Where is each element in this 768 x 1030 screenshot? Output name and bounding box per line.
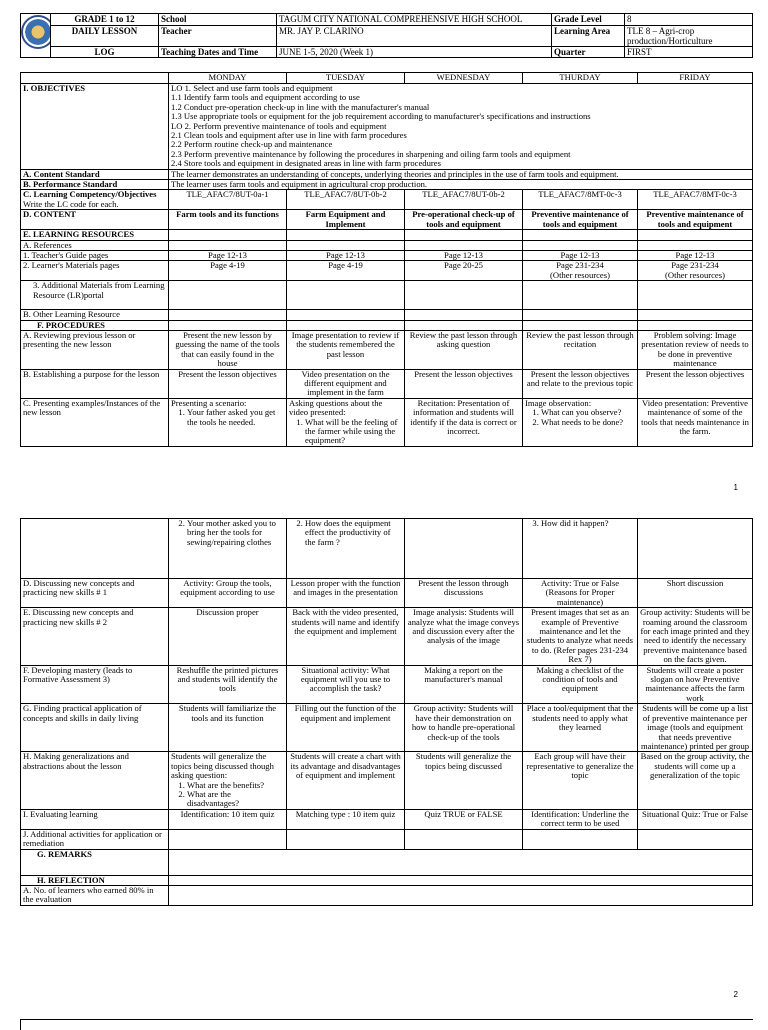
- day-header-monday: MONDAY: [169, 73, 287, 84]
- resources-label: E. LEARNING RESOURCES: [21, 230, 169, 240]
- lesson-log-table-2: [20, 518, 753, 906]
- school-value: TAGUM CITY NATIONAL COMPREHENSIVE HIGH SCHOOL: [277, 14, 552, 26]
- proc-f-monday: Reshuffle the printed pictures and students will identify the tools: [169, 665, 287, 704]
- list-item: 1. Your father asked you get the tools he needed.: [187, 408, 284, 427]
- proc-c-monday-intro: Presenting a scenario:: [171, 398, 247, 408]
- list-item: 1. What are the benefits?: [187, 781, 284, 790]
- proc-h-monday-intro: Students will generalize the topics being discussed though asking question:: [171, 751, 274, 781]
- list-item: 3. How did it happen?: [541, 519, 635, 528]
- reflection-label: H. REFLECTION: [21, 875, 169, 885]
- lm-label: 2. Learner's Materials pages: [21, 261, 169, 281]
- proc-g-label: G. Finding practical application of concepts and skills in daily living: [21, 704, 169, 752]
- lc-code-wednesday: TLE_AFAC7/8UT-0b-2: [405, 190, 523, 210]
- proc-c-tuesday: [287, 398, 405, 446]
- header-table: [20, 13, 753, 58]
- lc-code-friday: TLE_AFAC7/8MT-0c-3: [638, 190, 753, 210]
- proc-i-tuesday: Matching type : 10 item quiz: [287, 809, 405, 829]
- proc-c-thursday-intro: Image observation:: [525, 398, 592, 408]
- learning-area-label: Learning Area: [552, 26, 625, 47]
- proc-i-wednesday: Quiz TRUE or FALSE: [405, 809, 523, 829]
- competency-cell: [21, 190, 169, 210]
- tg-monday: Page 12-13: [169, 250, 287, 260]
- list-item: 2. What are the disadvantages?: [187, 790, 284, 809]
- proc-f-label: F. Developing mastery (leads to Formative Assessment 3): [21, 665, 169, 704]
- proc-e-tuesday: Back with the video presented, students will name and identify the equipment and implement: [287, 608, 405, 665]
- list-item: 2. Your mother asked you to bring her the tools for sewing/repairing clothes: [187, 519, 284, 547]
- proc-d-tuesday: Lesson proper with the function and images in the presentation: [287, 579, 405, 608]
- content-wednesday: Pre-operational check-up of tools and equipment: [405, 210, 523, 230]
- proc-h-label: H. Making generalizations and abstractions about the lesson: [21, 752, 169, 809]
- procedures-label: F. PROCEDURES: [21, 320, 169, 330]
- proc-a-tuesday: Image presentation to review if the students remembered the past lesson: [287, 330, 405, 369]
- objective-line: 2.4 Store tools and equipment in designated areas in line with farm procedures: [171, 158, 441, 169]
- list-item: 1. What can you observe?: [541, 408, 635, 417]
- proc-h-thursday: Each group will have their representative to generalize the topic: [523, 752, 638, 809]
- lm-monday: Page 4-19: [169, 261, 287, 281]
- quarter-value: FIRST: [625, 47, 753, 58]
- objective-line: 2.2 Perform routine check-up and maintenance: [171, 139, 333, 150]
- tg-wednesday: Page 12-13: [405, 250, 523, 260]
- lm-friday: [638, 261, 753, 281]
- tg-thursday: Page 12-13: [523, 250, 638, 260]
- quarter-label: Quarter: [552, 47, 625, 58]
- proc-g-tuesday: Filling out the function of the equipment and implement: [287, 704, 405, 752]
- lesson-log-table-1: [20, 72, 753, 447]
- proc-i-label: I. Evaluating learning: [21, 809, 169, 829]
- proc-f-thursday: Making a checklist of the condition of tools and equipment: [523, 665, 638, 704]
- proc-c-friday: Video presentation: Preventive maintenance of some of the tools that needs maintenance in the farm.: [638, 398, 753, 446]
- page-number: 1: [733, 483, 738, 492]
- proc-e-label: E. Discussing new concepts and practicing new skills # 2: [21, 608, 169, 665]
- lr-portal-label: 3. Additional Materials from Learning Resource (LR)portal: [21, 281, 169, 310]
- proc-d-label: D. Discussing new concepts and practicing new skills # 1: [21, 579, 169, 608]
- performance-standard: The learner uses farm tools and equipment in agricultural crop production.: [169, 180, 753, 190]
- proc-d-friday: Short discussion: [638, 579, 753, 608]
- references-label: A. References: [21, 240, 169, 250]
- objectives-label: I. OBJECTIVES: [21, 84, 169, 170]
- content-thursday: Preventive maintenance of tools and equipment: [523, 210, 638, 230]
- proc-b-wednesday: Present the lesson objectives: [405, 369, 523, 398]
- list-item: 2. How does the equipment effect the productivity of the farm ?: [305, 519, 402, 547]
- objectives-list: [169, 84, 753, 170]
- remarks-label: G. REMARKS: [21, 849, 169, 875]
- proc-h-wednesday: Students will generalize the topics being discussed: [405, 752, 523, 809]
- proc-c-wednesday: Recitation: Presentation of information and students will identify if the data is correct or incorrect.: [405, 398, 523, 446]
- proc-b-thursday: Present the lesson objectives and relate to the previous topic: [523, 369, 638, 398]
- proc-g-wednesday: Group activity: Students will have their demonstration on how to handle pre-operational check-up of the tools: [405, 704, 523, 752]
- proc-h-monday: [169, 752, 287, 809]
- tg-tuesday: Page 12-13: [287, 250, 405, 260]
- page-3-fragment: [20, 1019, 753, 1030]
- proc-d-thursday: Activity: True or False (Reasons for Proper maintenance): [523, 579, 638, 608]
- competency-note: Write the LC code for each.: [23, 198, 119, 209]
- proc-c-tuesday-cont: [287, 519, 405, 579]
- proc-i-friday: Situational Quiz: True or False: [638, 809, 753, 829]
- proc-e-monday: Discussion proper: [169, 608, 287, 665]
- proc-h-tuesday: Students will create a chart with its advantage and disadvantages of equipment and implement: [287, 752, 405, 809]
- tg-label: 1. Teacher's Guide pages: [21, 250, 169, 260]
- day-header-tuesday: TUESDAY: [287, 73, 405, 84]
- lm-wednesday: Page 20-25: [405, 261, 523, 281]
- objective-line: 1.2 Conduct pre-operation check-up in line with the manufacturer's manual: [171, 101, 430, 112]
- reflection-a-label: A. No. of learners who earned 80% in the evaluation: [21, 885, 169, 905]
- objective-line: 2.3 Perform preventive maintenance by following the procedures in sharpening and oiling farm tools and equipment: [171, 148, 571, 159]
- deped-seal: [21, 14, 51, 58]
- proc-b-label: B. Establishing a purpose for the lesson: [21, 369, 169, 398]
- proc-a-monday: Present the new lesson by guessing the name of the tools that can easily found in the house: [169, 330, 287, 369]
- teacher-label: Teacher: [159, 26, 277, 47]
- proc-a-thursday: Review the past lesson through recitation: [523, 330, 638, 369]
- other-resources-label: B. Other Learning Resource: [21, 310, 169, 320]
- proc-a-label: A. Reviewing previous lesson or presenting the new lesson: [21, 330, 169, 369]
- proc-f-friday: Students will create a poster slogan on how Preventive maintenance affects the farm work: [638, 665, 753, 704]
- proc-e-friday: Group activity: Students will be roaming around the classroom for each image printed and they need to identify the necessary preventive maintenance based on the facts given.: [638, 608, 753, 665]
- page-number: 2: [733, 990, 738, 999]
- proc-h-friday: Based on the group activity, the students will come up a generalization of the topic: [638, 752, 753, 809]
- content-monday: Farm tools and its functions: [169, 210, 287, 230]
- objective-line: 2.1 Clean tools and equipment after use in line with farm procedures: [171, 130, 407, 141]
- dates-label: Teaching Dates and Time: [159, 47, 277, 58]
- objective-line: LO 2. Perform preventive maintenance of tools and equipment: [171, 120, 387, 131]
- lm-friday-pages: Page 231-234: [671, 260, 719, 271]
- proc-b-tuesday: Video presentation on the different equipment and implement in the farm: [287, 369, 405, 398]
- content-label: D. CONTENT: [21, 210, 169, 230]
- grade-level-value: 8: [625, 14, 753, 26]
- proc-d-wednesday: Present the lesson through discussions: [405, 579, 523, 608]
- objective-line: LO 1. Select and use farm tools and equipment: [171, 83, 333, 93]
- day-header-thursday: THURDAY: [523, 73, 638, 84]
- lm-tuesday: Page 4-19: [287, 261, 405, 281]
- proc-e-wednesday: Image analysis: Students will analyze what the image conveys and discussion every after the analysis of the image: [405, 608, 523, 665]
- proc-b-friday: Present the lesson objectives: [638, 369, 753, 398]
- proc-i-thursday: Identification: Underline the correct term to be used: [523, 809, 638, 829]
- proc-c-thursday-cont: [523, 519, 638, 579]
- lc-code-monday: TLE_AFAC7/8UT-0a-1: [169, 190, 287, 210]
- proc-a-wednesday: Review the past lesson through asking question: [405, 330, 523, 369]
- proc-e-thursday: Present images that set as an example of Preventive maintenance and let the students to analyze what needs to do. (Refer pages 231-234 Rex 7): [523, 608, 638, 665]
- grade-level-label: Grade Level: [552, 14, 625, 26]
- proc-f-tuesday: Situational activity: What equipment will you use to accomplish the task?: [287, 665, 405, 704]
- day-header-wednesday: WEDNESDAY: [405, 73, 523, 84]
- lm-thursday-pages: Page 231-234: [556, 260, 604, 271]
- deped-seal-icon: [21, 15, 51, 49]
- lc-code-tuesday: TLE_AFAC7/8UT-0b-2: [287, 190, 405, 210]
- proc-c-monday: [169, 398, 287, 446]
- proc-j-label: J. Additional activities for application or remediation: [21, 829, 169, 849]
- remarks-value: [169, 849, 753, 875]
- grade-line2: DAILY LESSON: [51, 26, 159, 47]
- content-friday: Preventive maintenance of tools and equipment: [638, 210, 753, 230]
- performance-standard-label: B. Performance Standard: [21, 180, 169, 190]
- proc-g-monday: Students will familiarize the tools and its function: [169, 704, 287, 752]
- proc-c-thursday: [523, 398, 638, 446]
- page-1: [0, 13, 768, 492]
- content-standard-label: A. Content Standard: [21, 169, 169, 179]
- learning-area-value: TLE 8 – Agri-crop production/Horticulture: [625, 26, 753, 47]
- proc-b-monday: Present the lesson objectives: [169, 369, 287, 398]
- objective-line: 1.1 Identify farm tools and equipment according to use: [171, 92, 360, 103]
- objective-line: 1.3 Use appropriate tools or equipment for the job requirement according to manufacturer's specifications and instructions: [171, 111, 591, 122]
- content-tuesday: Farm Equipment and Implement: [287, 210, 405, 230]
- competency-label: C. Learning Competency/Objectives: [23, 189, 157, 200]
- proc-c-label: C. Presenting examples/Instances of the new lesson: [21, 398, 169, 446]
- page-2: [0, 518, 768, 999]
- proc-f-wednesday: Making a report on the manufacturer's manual: [405, 665, 523, 704]
- proc-c-monday-cont: [169, 519, 287, 579]
- proc-g-thursday: Place a tool/equipment that the students need to apply what they learned: [523, 704, 638, 752]
- school-label: School: [159, 14, 277, 26]
- list-item: 2. What needs to be done?: [541, 418, 635, 427]
- dates-value: JUNE 1-5, 2020 (Week 1): [277, 47, 552, 58]
- day-header-friday: FRIDAY: [638, 73, 753, 84]
- proc-a-friday: Problem solving: Image presentation review of needs to be done in preventive maintenance: [638, 330, 753, 369]
- proc-d-monday: Activity: Group the tools, equipment according to use: [169, 579, 287, 608]
- teacher-value: MR. JAY P. CLARINO: [277, 26, 552, 47]
- grade-line1: GRADE 1 to 12: [51, 14, 159, 26]
- lm-thursday: [523, 261, 638, 281]
- content-standard: The learner demonstrates an understanding of concepts, underlying theories and principles in the use of farm tools and equipment.: [169, 169, 753, 179]
- list-item: 1. What will be the feeling of the farmer while using the equipment?: [305, 418, 402, 446]
- tg-friday: Page 12-13: [638, 250, 753, 260]
- lm-friday-note: (Other resources): [665, 269, 725, 280]
- proc-c-tuesday-intro: Asking questions about the video presented:: [289, 398, 383, 418]
- lc-code-thursday: TLE_AFAC7/8MT-0c-3: [523, 190, 638, 210]
- grade-line3: LOG: [51, 47, 159, 58]
- lm-thursday-note: (Other resources): [550, 269, 610, 280]
- proc-i-monday: Identification: 10 item quiz: [169, 809, 287, 829]
- proc-g-friday: Students will be come up a list of preventive maintenance per image (tools and equipment that needs preventive maintenance) printed per group: [638, 704, 753, 752]
